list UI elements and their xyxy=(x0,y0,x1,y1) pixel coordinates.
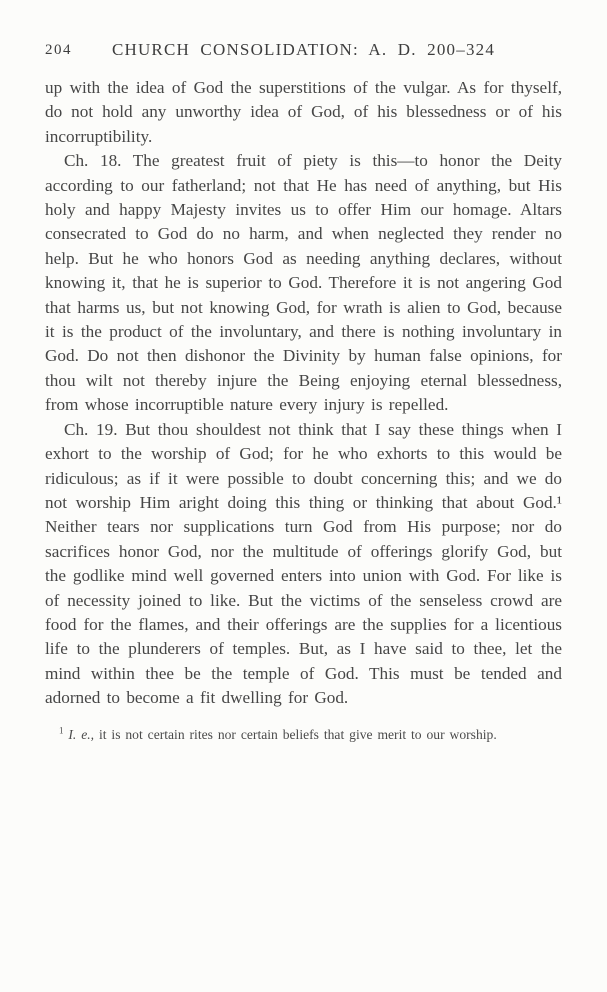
body-paragraph: up with the idea of God the superstitions of the vulgar. As for thyself, do not hold any unworthy idea of God, of his blessedness or of his incorruptibility. xyxy=(45,78,562,146)
body-paragraph: Ch. 19. But thou shouldest not think that I say these things when I exhort to the worship of God; for he who exhorts to this would be ridiculous; as if it were possible to doubt concerning this; and we do not worship Him aright doing this thing or thinking that about God.¹ Neither tears nor supplications turn God from His purpose; nor do sacrifices honor God, nor the multitude of offerings glorify God, but the godlike mind well governed enters into union with God. For like is of necessity joined to like. But the victims of the senseless crowd are food for the flames, and their offerings are the supplies for a licentious life to the plunderers of temples. But, as I have said to thee, let the mind within thee be the temple of God. This must be tended and adorned to become a fit dwelling for God. xyxy=(45,419,562,708)
running-title: CHURCH CONSOLIDATION: A. D. 200–324 xyxy=(111,40,496,59)
footnote xyxy=(45,726,562,745)
body-paragraph: Ch. 18. The greatest fruit of piety is this—to honor the Deity according to our fatherland; not that He has need of anything, but His holy and happy Majesty invites us to offer Him our homage. Altars consecrated to God do no harm, and when neglected they render no help. But he who honors God as needing anything declares, without knowing it, that he is superior to God. Therefore it is not angering God that harms us, but not knowing God, for wrath is alien to God, because it is the product of the involuntary, and there is nothing involuntary in God. Do not then dishonor the Divinity by human false opinions, for thou wilt not thereby injure the Being enjoying eternal blessedness, from whose incorruptible nature every injury is repelled. xyxy=(45,151,562,415)
page-header xyxy=(45,40,562,64)
page-number: 204 xyxy=(45,42,72,58)
footnote-text: it is not certain rites nor certain beliefs that give merit to our worship. xyxy=(98,726,497,742)
footnote-marker: 1 xyxy=(59,725,64,736)
body-text xyxy=(45,76,562,711)
footnote-lead: I. e., xyxy=(68,726,95,742)
